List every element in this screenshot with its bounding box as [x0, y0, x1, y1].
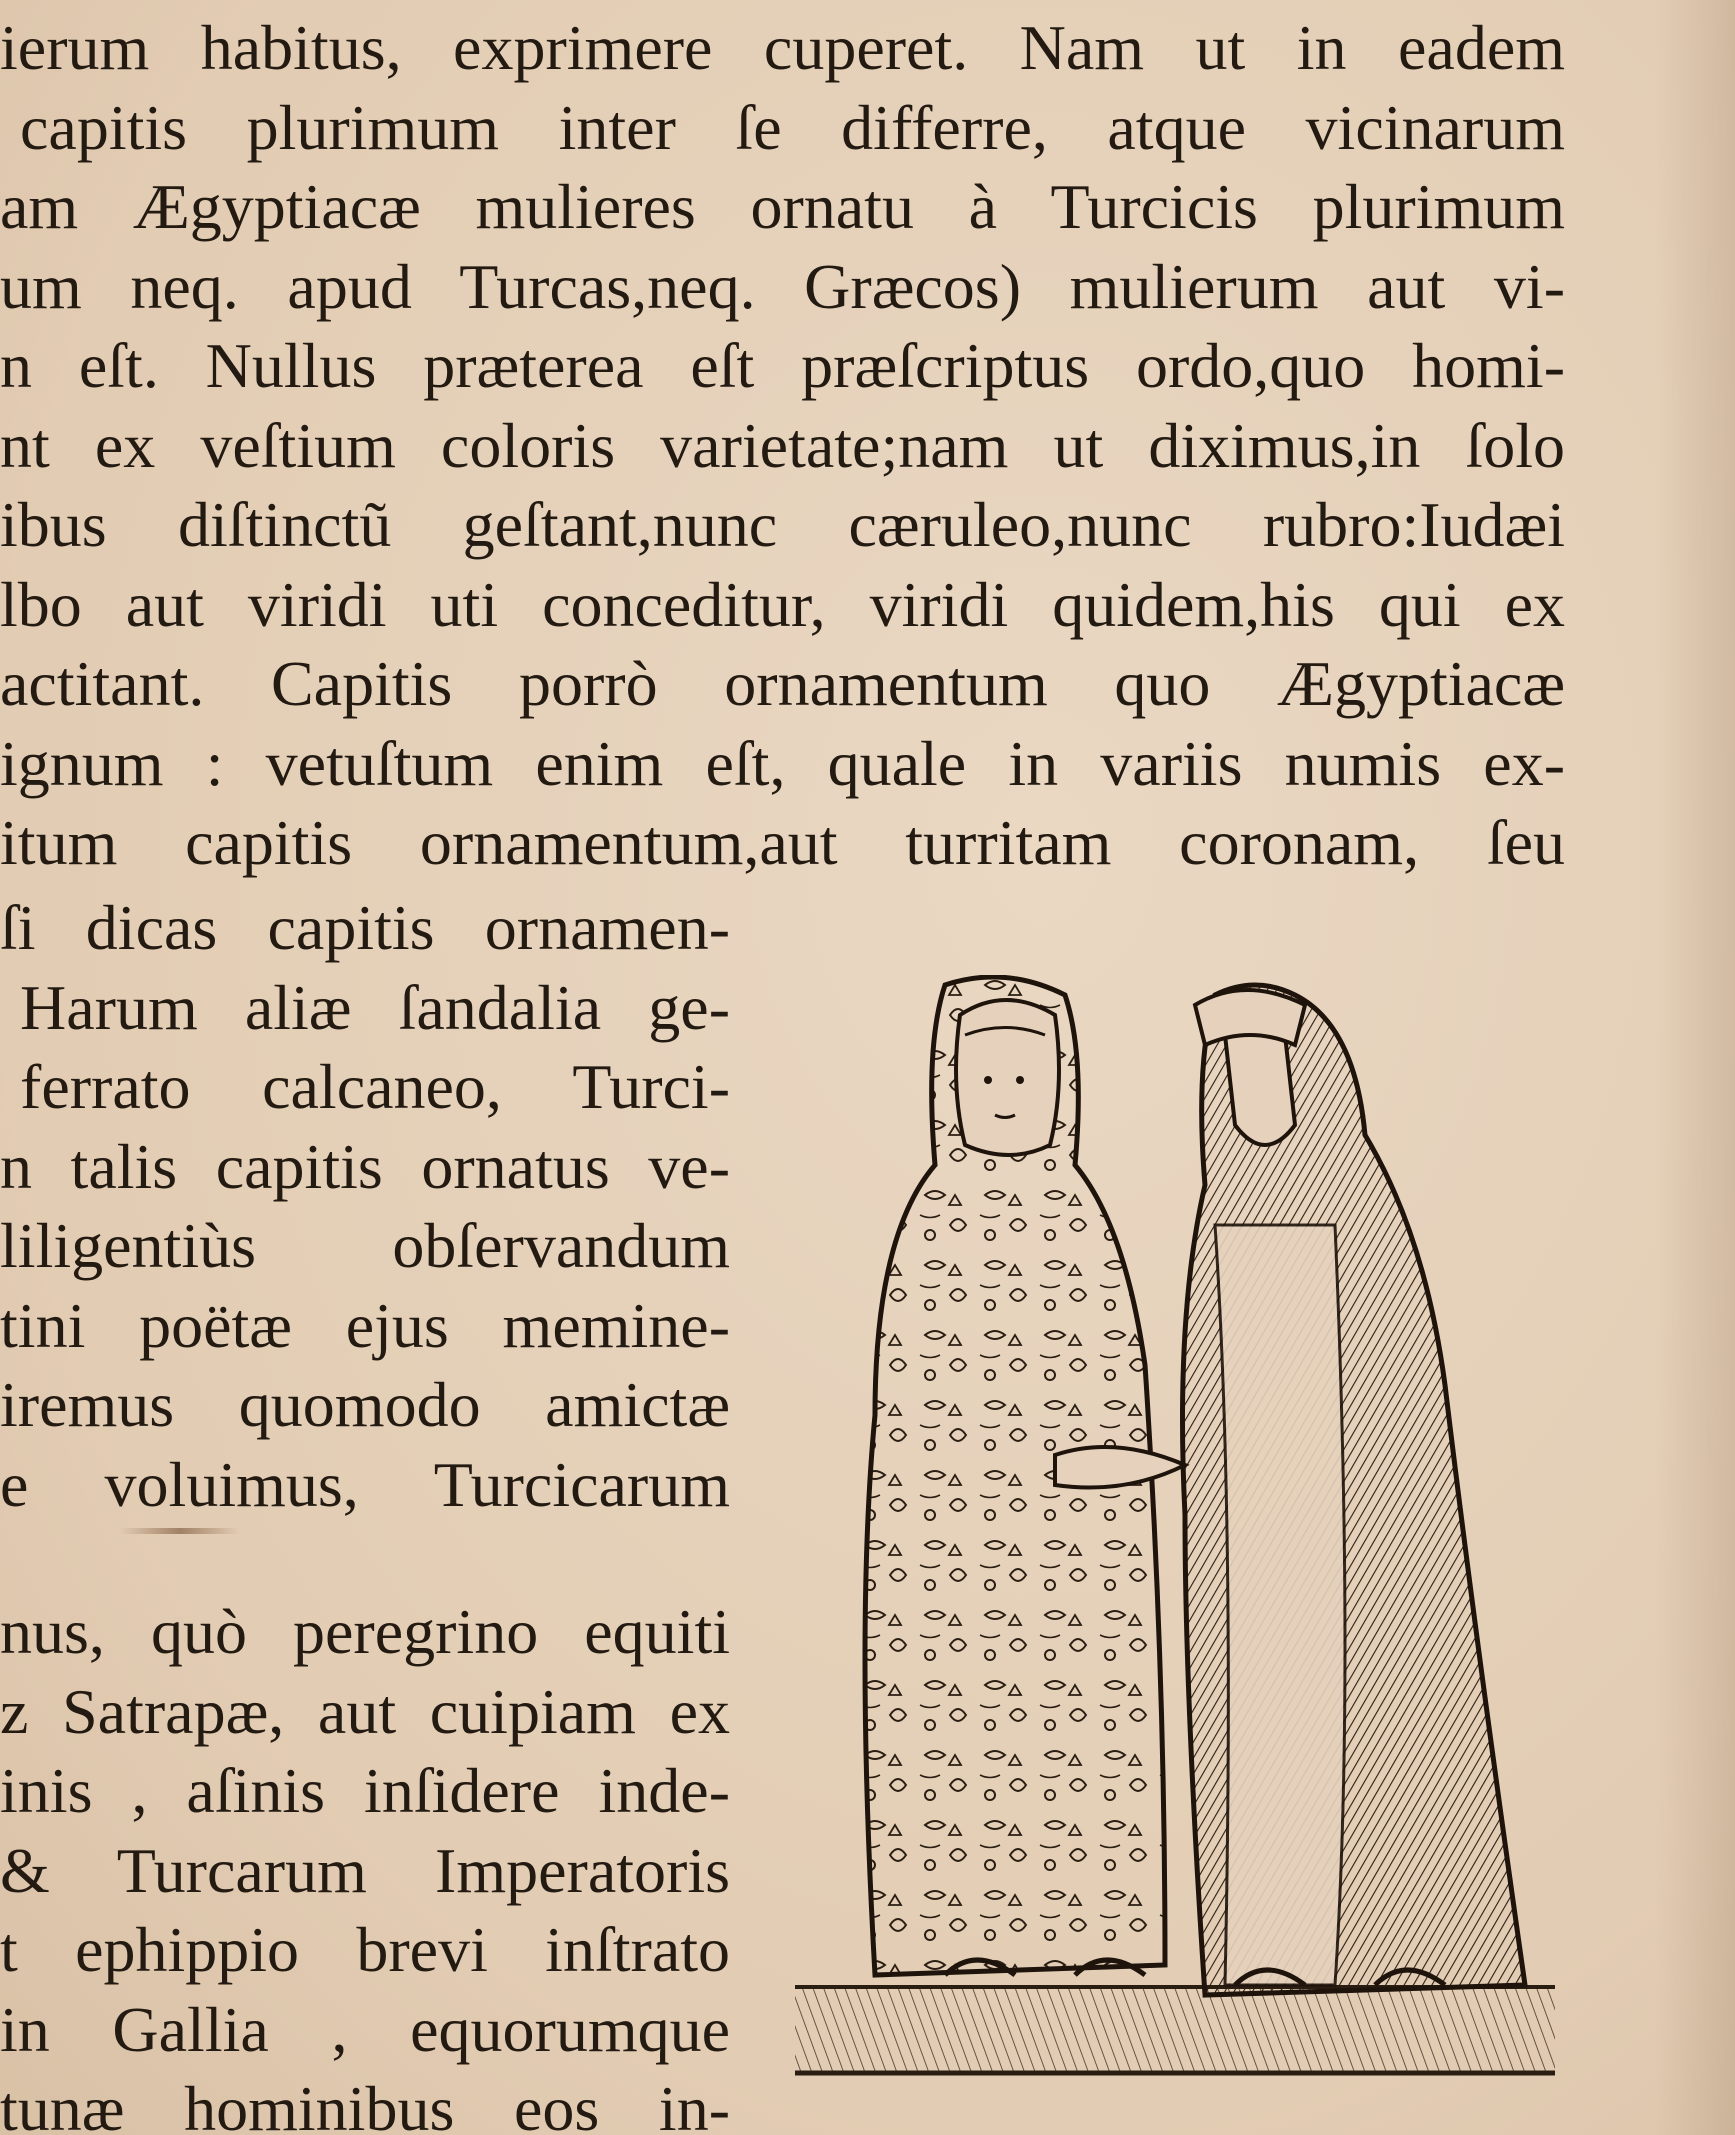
text-line: capitis plurimum inter ſe differre, atque vicinarum	[20, 91, 1565, 163]
text-line: ibus diſtinctũ geſtant,nunc cæruleo,nunc rubro:Iudæi	[0, 489, 1565, 560]
left-column-text-block-lower	[0, 1592, 730, 2135]
text-line: e voluimus, Turcicarum	[0, 1448, 730, 1520]
text-line: ierum habitus, exprimere cuperet. Nam ut in eadem	[0, 12, 1565, 83]
text-line: nus, quò peregrino equiti	[0, 1596, 730, 1667]
text-line: ferrato calcaneo, Turci-	[20, 1051, 730, 1122]
woodcut-illustration	[795, 975, 1555, 2085]
text-line: am Ægyptiacæ mulieres ornatu à Turcicis plurimum	[0, 171, 1565, 242]
text-line: itum capitis ornamentum,aut turritam coronam, ſeu	[0, 807, 1565, 878]
text-line: inis , aſinis inſidere inde-	[0, 1755, 730, 1826]
text-line: actitant. Capitis porrò ornamentum quo Ægyptiacæ	[0, 648, 1565, 719]
text-line: tunæ hominibus eos in-	[0, 2073, 730, 2135]
right-figure	[1183, 985, 1526, 1995]
text-line: z Satrapæ, aut cuipiam ex	[0, 1675, 730, 1747]
text-line: n eſt. Nullus præterea eſt præſcriptus ordo,quo homi-	[0, 330, 1565, 401]
clasped-hands	[1055, 1447, 1185, 1488]
ink-smudge-divider	[120, 1528, 240, 1534]
text-line: ſi dicas capitis ornamen-	[0, 892, 730, 963]
text-line: nt ex veſtium coloris varietate;nam ut diximus,in ſolo	[0, 409, 1565, 481]
text-line: tini poëtæ ejus memine-	[0, 1289, 730, 1361]
text-line: t ephippio brevi inſtrato	[0, 1914, 730, 1985]
text-line: lbo aut viridi uti conceditur, viridi quidem,his qui ex	[0, 568, 1565, 640]
upper-text-block	[0, 8, 1565, 883]
page-gutter-shadow	[1655, 0, 1735, 2135]
left-column-text-block	[0, 888, 730, 1524]
text-line: um neq. apud Turcas,neq. Græcos) mulierum aut vi-	[0, 250, 1565, 322]
text-line: n talis capitis ornatus ve-	[0, 1130, 730, 1202]
text-line: iremus quomodo amictæ	[0, 1369, 730, 1440]
text-line: liligentiùs obſervandum	[0, 1210, 730, 1281]
text-line: & Turcarum Imperatoris	[0, 1834, 730, 1906]
text-line: ignum : vetuſtum enim eſt, quale in variis numis ex-	[0, 727, 1565, 799]
text-line: in Gallia , equorumque	[0, 1993, 730, 2065]
text-line: Harum aliæ ſandalia ge-	[20, 971, 730, 1043]
ground-hatching	[795, 1985, 1555, 2075]
